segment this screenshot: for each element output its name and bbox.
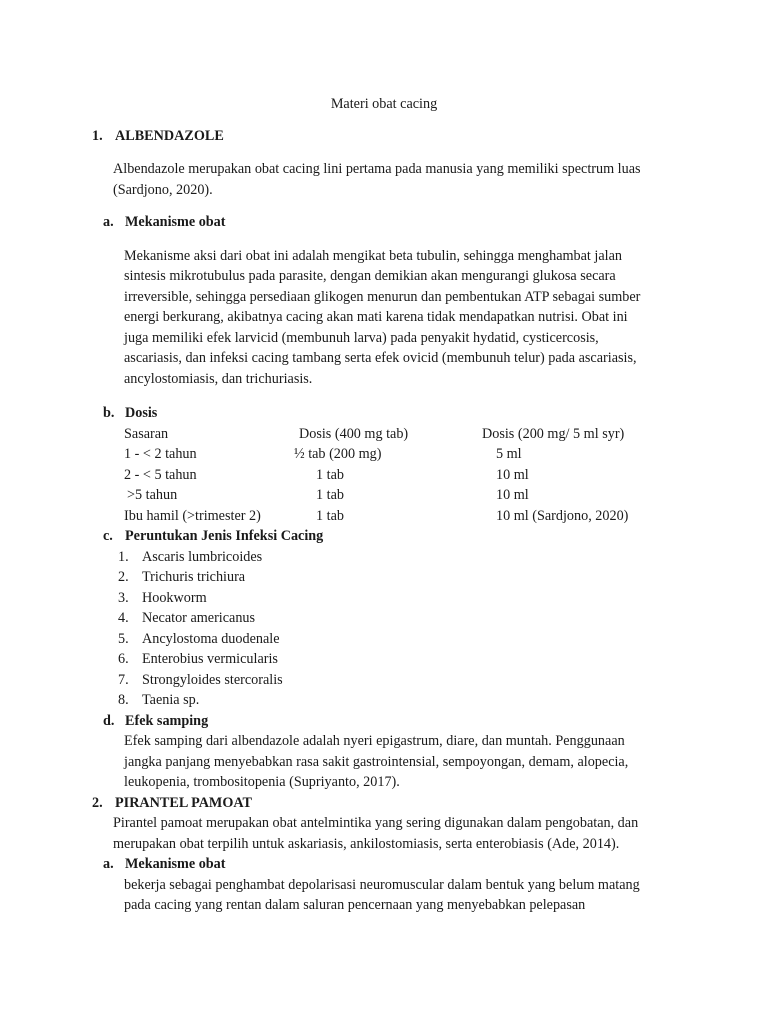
paragraph-line: sintesis mikrotubulus pada parasite, dengan demikian akan mengurangi glukosa secara: [124, 268, 616, 284]
list-item-number: 3.: [118, 590, 129, 606]
list-item: Enterobius vermicularis: [142, 651, 278, 667]
dosis-cell: 1 tab: [316, 467, 344, 483]
document-title: Materi obat cacing: [330, 96, 438, 112]
list-item-number: 7.: [118, 672, 129, 688]
section-2-number: 2.: [92, 795, 103, 811]
subsection-heading: Peruntukan Jenis Infeksi Cacing: [125, 528, 324, 544]
paragraph-line: irreversible, sehingga persediaan glikogen menurun dan pembentukan ATP sebagai sumber: [124, 289, 641, 305]
dosis-column-header: Dosis (200 mg/ 5 ml syr): [482, 426, 625, 442]
paragraph-line: pada cacing yang rentan dalam saluran pencernaan yang menyebabkan pelepasan: [124, 897, 586, 913]
subsection-heading: Mekanisme obat: [125, 214, 226, 230]
list-item: Strongyloides stercoralis: [142, 672, 283, 688]
list-item-number: 2.: [118, 569, 129, 585]
section-2-heading: PIRANTEL PAMOAT: [115, 795, 253, 811]
list-item-number: 5.: [118, 631, 129, 647]
subsection-letter: c.: [103, 528, 113, 544]
dosis-cell: 2 - < 5 tahun: [124, 467, 197, 483]
list-item: Hookworm: [142, 590, 207, 606]
list-item: Ascaris lumbricoides: [142, 549, 263, 565]
dosis-cell: ½ tab (200 mg): [294, 446, 382, 462]
section-1-intro-line: Albendazole merupakan obat cacing lini pertama pada manusia yang memiliki spectrum luas: [113, 161, 641, 177]
subsection-letter: a.: [103, 856, 114, 872]
subsection-letter: a.: [103, 214, 114, 230]
dosis-cell: 1 tab: [316, 508, 344, 524]
dosis-cell: Ibu hamil (>trimester 2): [124, 508, 261, 524]
dosis-cell: 1 - < 2 tahun: [124, 446, 197, 462]
dosis-column-header: Dosis (400 mg tab): [299, 426, 409, 442]
dosis-cell: 10 ml: [496, 467, 529, 483]
section-1-heading: ALBENDAZOLE: [115, 128, 224, 144]
paragraph-line: leukopenia, trombositopenia (Supriyanto, 2017).: [124, 774, 400, 790]
subsection-heading: Mekanisme obat: [125, 856, 226, 872]
section-2-intro-line: Pirantel pamoat merupakan obat antelmintika yang sering digunakan dalam pengobatan, dan: [113, 815, 639, 831]
list-item: Necator americanus: [142, 610, 256, 626]
list-item: Ancylostoma duodenale: [142, 631, 280, 647]
list-item: Taenia sp.: [142, 692, 200, 708]
section-1-intro-line: (Sardjono, 2020).: [113, 182, 213, 198]
dosis-cell: 5 ml: [496, 446, 522, 462]
subsection-heading: Efek samping: [125, 713, 209, 729]
dosis-cell: >5 tahun: [127, 487, 178, 503]
list-item-number: 8.: [118, 692, 129, 708]
dosis-cell: 1 tab: [316, 487, 344, 503]
dosis-cell: 10 ml (Sardjono, 2020): [496, 508, 629, 524]
paragraph-line: energi berkurang, akibatnya cacing akan mati karena tidak mendapatkan nutrisi. Obat ini: [124, 309, 628, 325]
paragraph-line: bekerja sebagai penghambat depolarisasi neuromuscular dalam bentuk yang belum matang: [124, 877, 640, 893]
list-item-number: 4.: [118, 610, 129, 626]
list-item-number: 1.: [118, 549, 129, 565]
paragraph-line: Efek samping dari albendazole adalah nyeri epigastrum, diare, dan muntah. Penggunaan: [124, 733, 625, 749]
section-1-number: 1.: [92, 128, 103, 144]
dosis-cell: 10 ml: [496, 487, 529, 503]
list-item: Trichuris trichiura: [142, 569, 246, 585]
subsection-letter: d.: [103, 713, 115, 729]
paragraph-line: ascariasis, dan infeksi cacing tambang serta efek ovicid (membunuh telur) pada ascariasis,: [124, 350, 637, 366]
subsection-heading: Dosis: [125, 405, 158, 421]
subsection-letter: b.: [103, 405, 115, 421]
paragraph-line: ancylostomiasis, dan trichuriasis.: [124, 371, 313, 387]
dosis-column-header: Sasaran: [124, 426, 169, 442]
paragraph-line: juga memiliki efek larvicid (membunuh larva) pada penyakit hydatid, cysticercosis,: [124, 330, 599, 346]
paragraph-line: Mekanisme aksi dari obat ini adalah mengikat beta tubulin, sehingga menghambat jalan: [124, 248, 622, 264]
paragraph-line: jangka panjang menyebabkan rasa sakit gastrointensial, sempoyongan, demam, alopecia,: [124, 754, 629, 770]
list-item-number: 6.: [118, 651, 129, 667]
section-2-intro-line: merupakan obat terpilih untuk askariasis, ankilostomiasis, serta enterobiasis (Ade, 2014).: [113, 836, 620, 852]
